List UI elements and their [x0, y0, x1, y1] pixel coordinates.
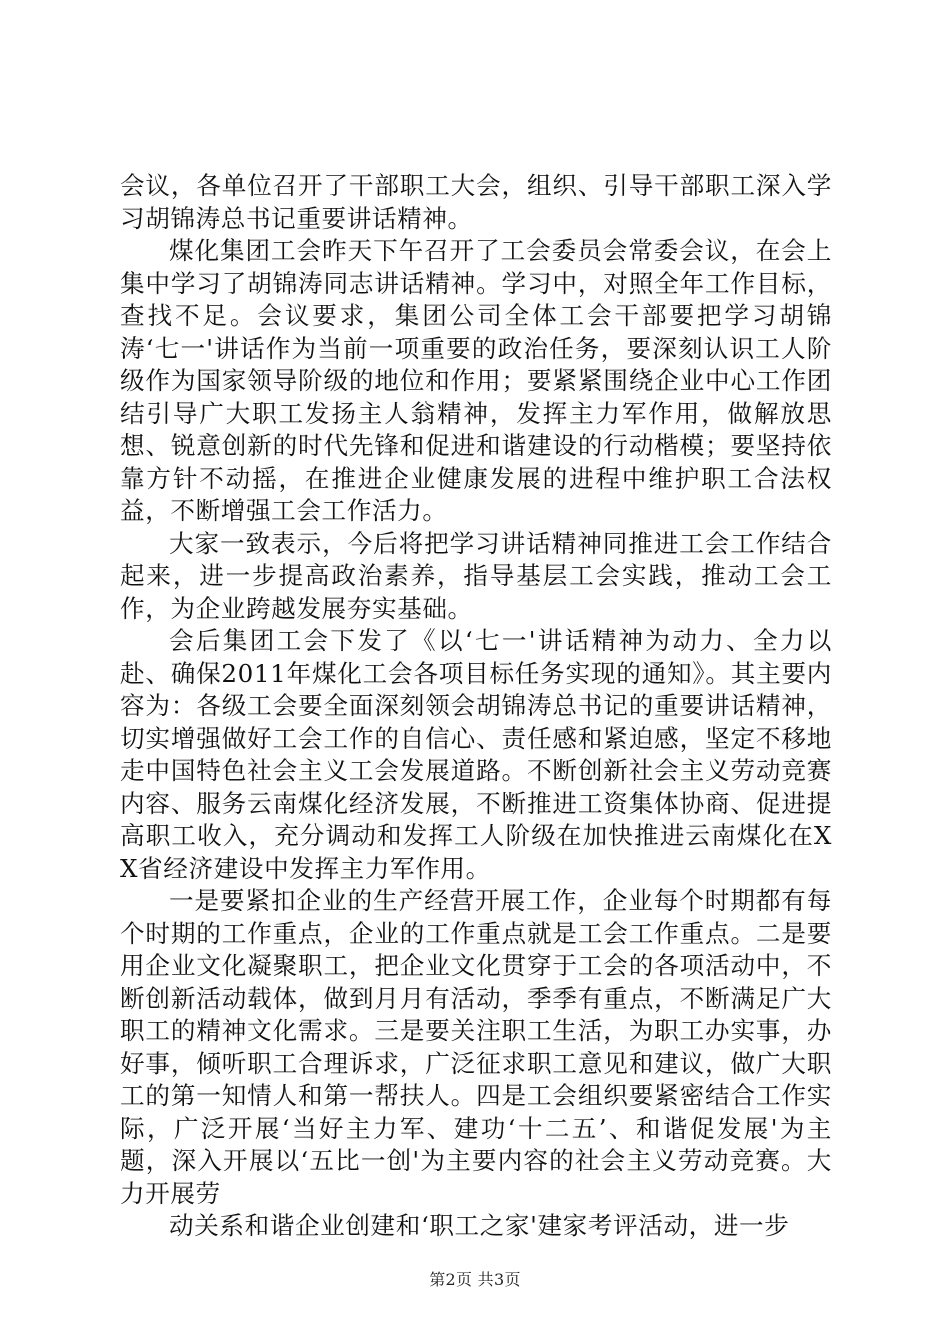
- paragraph-6: 动关系和谐企业创建和‘职工之家'建家考评活动，进一步: [169, 1211, 790, 1240]
- paragraph-2: 煤化集团工会昨天下午召开了工会委员会常委会议，在会上集中学习了胡锦涛同志讲话精神。学习中，对照全年工作目标，查找不足。会议要求，集团公司全体工会干部要把学习胡锦涛‘七一'讲话作为当前一项重要的政治任务，要深刻认识工人阶级作为国家领导阶级的地位和作用；要紧紧围绕企业中心工作团结引导广大职工发扬主人翁精神，发挥主力军作用，做解放思想、锐意创新的时代先锋和促进和谐建设的行动楷模；要坚持依靠方针不动摇，在推进企业健康发展的进程中维护职工合法权益，不断增强工会工作活力。: [120, 236, 832, 525]
- paragraph-4: 会后集团工会下发了《以‘七一'讲话精神为动力、全力以赴、确保2011年煤化工会各项目标任务实现的通知》。其主要内容为：各级工会要全面深刻领会胡锦涛总书记的重要讲话精神，切实增强做好工会工作的自信心、责任感和紧迫感，坚定不移地走中国特色社会主义工会发展道路。不断创新社会主义劳动竞赛内容、服务云南煤化经济发展，不断推进工资集体协商、促进提高职工收入，充分调动和发挥工人阶级在加快推进云南煤化在XX省经济建设中发挥主力军作用。: [120, 626, 832, 883]
- paragraph-3: 大家一致表示，今后将把学习讲话精神同推进工会工作结合起来，进一步提高政治素养，指导基层工会实践，推动工会工作，为企业跨越发展夯实基础。: [120, 528, 832, 623]
- paragraph-5: 一是要紧扣企业的生产经营开展工作，企业每个时期都有每个时期的工作重点，企业的工作重点就是工会工作重点。二是要用企业文化凝聚职工，把企业文化贯穿于工会的各项活动中，不断创新活动载体，做到月月有活动，季季有重点，不断满足广大职工的精神文化需求。三是要关注职工生活，为职工办实事，办好事，倾听职工合理诉求，广泛征求职工意见和建议，做广大职工的第一知情人和第一帮扶人。四是工会组织要紧密结合工作实际，广泛开展‘当好主力军、建功‘十二五’、和谐促发展'为主题，深入开展以‘五比一创'为主要内容的社会主义劳动竞赛。大力开展劳: [120, 886, 832, 1208]
- paragraph-1: 会议，各单位召开了干部职工大会，组织、引导干部职工深入学习胡锦涛总书记重要讲话精神。: [120, 171, 832, 233]
- page-number-footer: 第2页 共3页: [429, 1270, 521, 1289]
- document-body: [120, 170, 832, 1243]
